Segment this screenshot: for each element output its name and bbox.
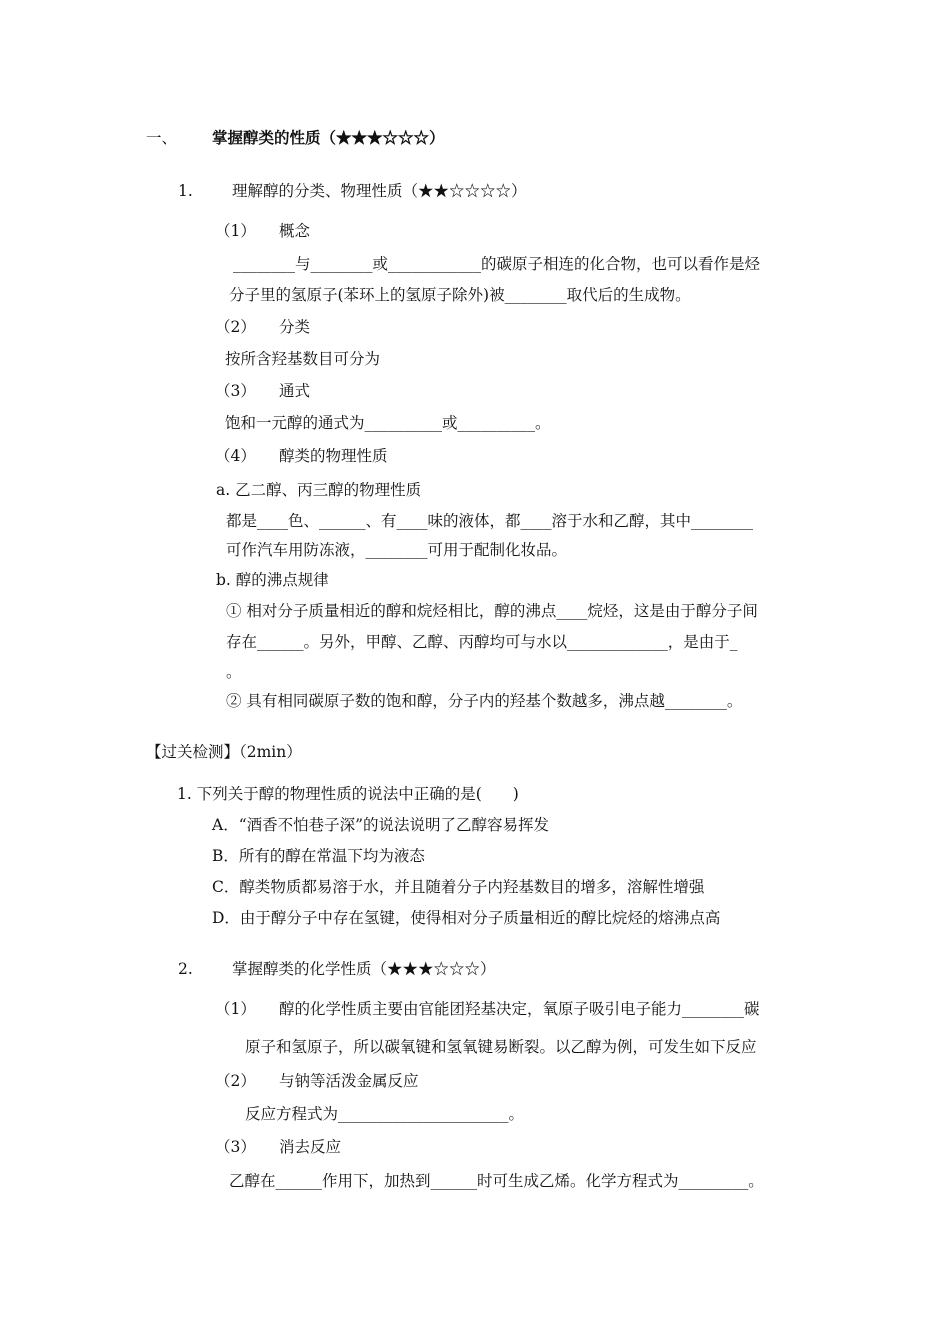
check-title: 【过关检测】（2min） xyxy=(146,743,302,761)
text-line: 可作汽车用防冻液，________可用于配制化妆品。 xyxy=(226,541,568,559)
text-line: 乙醇在______作用下，加热到______时可生成乙烯。化学方程式为_________。 xyxy=(229,1172,764,1190)
subsection-title: 理解醇的分类、物理性质（★★☆☆☆☆） xyxy=(232,182,527,200)
text-line: 原子和氢原子，所以碳氧键和氢氧键易断裂。以乙醇为例，可发生如下反应 xyxy=(245,1038,757,1056)
text-line: ① 相对分子质量相近的醇和烷烃相比，醇的沸点____烷烃，这是由于醇分子间 xyxy=(226,602,758,620)
option-a: A．“酒香不怕巷子深”的说法说明了乙醇容易挥发 xyxy=(212,816,550,834)
text-line: ② 具有相同碳原子数的饱和醇，分子内的羟基个数越多，沸点越________。 xyxy=(226,692,743,710)
text-line: 饱和一元醇的通式为__________或__________。 xyxy=(225,414,551,432)
item-number: （1） xyxy=(215,1000,256,1018)
text-line: 反应方程式为______________________。 xyxy=(245,1105,525,1123)
option-b: B．所有的醇在常温下均为液态 xyxy=(212,847,425,865)
item-title: 消去反应 xyxy=(279,1138,342,1156)
item-title: 醇类的物理性质 xyxy=(279,447,388,465)
text-line: 存在______。另外，甲醇、乙醇、丙醇均可与水以_____________，是由于_ xyxy=(226,633,738,651)
text-line: 醇的化学性质主要由官能团羟基决定，氧原子吸引电子能力________碳 xyxy=(279,1000,760,1018)
subsection-number: 2. xyxy=(178,960,193,978)
item-number: （4） xyxy=(215,447,256,465)
option-c: C．醇类物质都易溶于水，并且随着分子内羟基数目的增多，溶解性增强 xyxy=(212,878,705,896)
question-1: 1. 下列关于醇的物理性质的说法中正确的是( ) xyxy=(177,785,519,803)
item-number: （3） xyxy=(215,1138,256,1156)
item-title: 与钠等活泼金属反应 xyxy=(279,1072,419,1090)
item-title: 分类 xyxy=(279,318,311,336)
text-line: a. 乙二醇、丙三醇的物理性质 xyxy=(216,481,422,499)
text-line: 都是____色、______、有____味的液体，都____溶于水和乙醇，其中________ xyxy=(226,512,754,530)
subsection-number: 1. xyxy=(178,182,193,200)
item-number: （1） xyxy=(215,222,256,240)
text-line: 分子里的氢原子(苯环上的氢原子除外)被________取代后的生成物。 xyxy=(229,286,691,304)
text-line: ________与________或____________的碳原子相连的化合物，也可以看作是烃 xyxy=(233,255,761,273)
text-line: 。 xyxy=(226,663,242,681)
section-title: 掌握醇类的性质（★★★☆☆☆） xyxy=(212,128,445,147)
item-title: 通式 xyxy=(279,382,311,400)
subsection-title: 掌握醇类的化学性质（★★★☆☆☆） xyxy=(232,960,496,978)
item-number: （3） xyxy=(215,382,256,400)
item-number: （2） xyxy=(215,1072,256,1090)
text-line: 按所含羟基数目可分为 xyxy=(225,350,381,368)
section-number: 一、 xyxy=(146,129,178,147)
item-title: 概念 xyxy=(279,222,311,240)
option-d: D．由于醇分子中存在氢键，使得相对分子质量相近的醇比烷烃的熔沸点高 xyxy=(212,909,721,927)
text-line: b. 醇的沸点规律 xyxy=(216,571,329,589)
item-number: （2） xyxy=(215,318,256,336)
